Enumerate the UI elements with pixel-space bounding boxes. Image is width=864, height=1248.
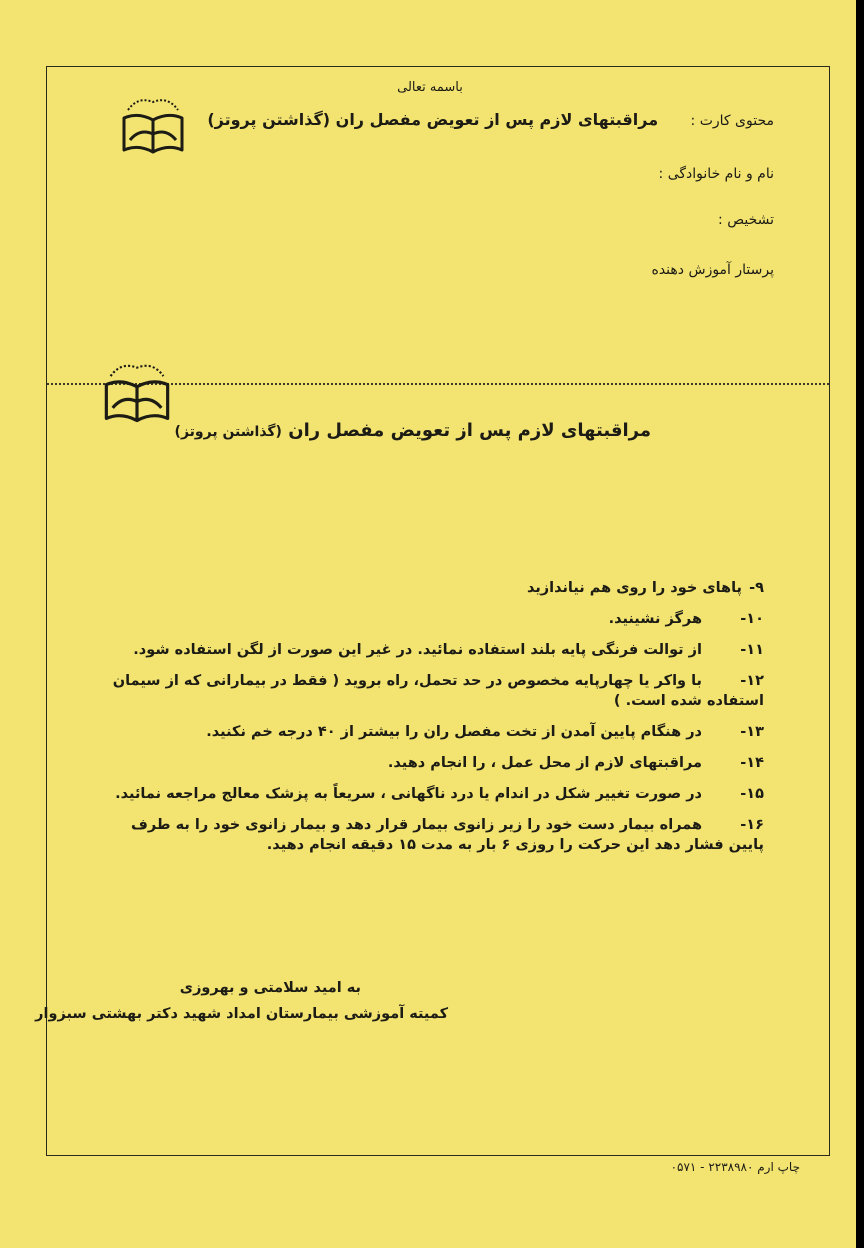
item-text: با واکر یا چهارپایه مخصوص در حد تحمل، راه بروید ( فقط در بیمارانی که از سیمان استفاده شده است. ) bbox=[112, 673, 764, 709]
issuing-committee: کمیته آموزشی بیمارستان امداد شهید دکتر بهشتی سبزوار bbox=[35, 1006, 448, 1022]
content-label: محتوی کارت : bbox=[690, 113, 774, 129]
list-item bbox=[104, 671, 764, 711]
card-content-row bbox=[207, 110, 774, 129]
item-number: ۱۴- bbox=[740, 755, 764, 771]
item-number: ۱۰- bbox=[740, 611, 764, 627]
open-book-emblem-icon bbox=[118, 90, 188, 160]
item-text: از توالت فرنگی پایه بلند استفاده نمائید. در غیر این صورت از لگن استفاده شود. bbox=[133, 642, 702, 658]
patient-name-field: نام و نام خانوادگی : bbox=[658, 166, 774, 182]
list-item bbox=[104, 609, 764, 629]
item-text: در صورت تغییر شکل در اندام یا درد ناگهانی ، سریعاً به پزشک معالج مراجعه نمائید. bbox=[115, 786, 702, 802]
item-text: همراه بیمار دست خود را زیر زانوی بیمار قرار دهد و بیمار زانوی خود را به طرف پایین فشار دهد این حرکت را روزی ۶ بار به مدت ۱۵ دقیقه انجام دهید. bbox=[131, 817, 764, 853]
content-value: مراقبتهای لازم پس از تعویض مفصل ران (گذاشتن پروتز) bbox=[207, 110, 659, 129]
item-number: ۱۳- bbox=[740, 724, 764, 740]
open-book-emblem-icon bbox=[100, 355, 174, 429]
section-title-main: مراقبتهای لازم پس از تعویض مفصل ران bbox=[288, 420, 651, 441]
item-number: ۱۶- bbox=[740, 817, 764, 833]
item-number: ۱۲- bbox=[740, 673, 764, 689]
list-item bbox=[104, 722, 764, 742]
list-item bbox=[104, 578, 764, 598]
list-item bbox=[104, 815, 764, 855]
diagnosis-field: تشخیص : bbox=[718, 212, 774, 228]
list-item bbox=[104, 640, 764, 660]
item-text: در هنگام پایین آمدن از تخت مفصل ران را بیشتر از ۴۰ درجه خم نکنید. bbox=[206, 724, 702, 740]
educator-nurse-field: پرستار آموزش دهنده bbox=[651, 262, 774, 278]
item-text: پاهای خود را روی هم نیاندازید bbox=[526, 580, 742, 596]
print-info: چاپ ارم ۲۲۳۸۹۸۰ - ۰۵۷۱ bbox=[670, 1160, 800, 1174]
section-title bbox=[175, 420, 651, 441]
care-instructions-list bbox=[104, 578, 764, 866]
item-text: مراقبتهای لازم از محل عمل ، را انجام دهید. bbox=[387, 755, 702, 771]
item-number: ۱۵- bbox=[740, 786, 764, 802]
item-number: ۱۱- bbox=[740, 642, 764, 658]
item-number: ۹- bbox=[749, 580, 764, 596]
list-item bbox=[104, 753, 764, 773]
item-text: هرگز نشینید. bbox=[608, 611, 702, 627]
section-title-paren: (گذاشتن پروتز) bbox=[174, 424, 282, 440]
list-item bbox=[104, 784, 764, 804]
invocation-heading: باسمه تعالی bbox=[397, 80, 463, 95]
closing-wish: به امید سلامتی و بهروزی bbox=[179, 980, 361, 996]
